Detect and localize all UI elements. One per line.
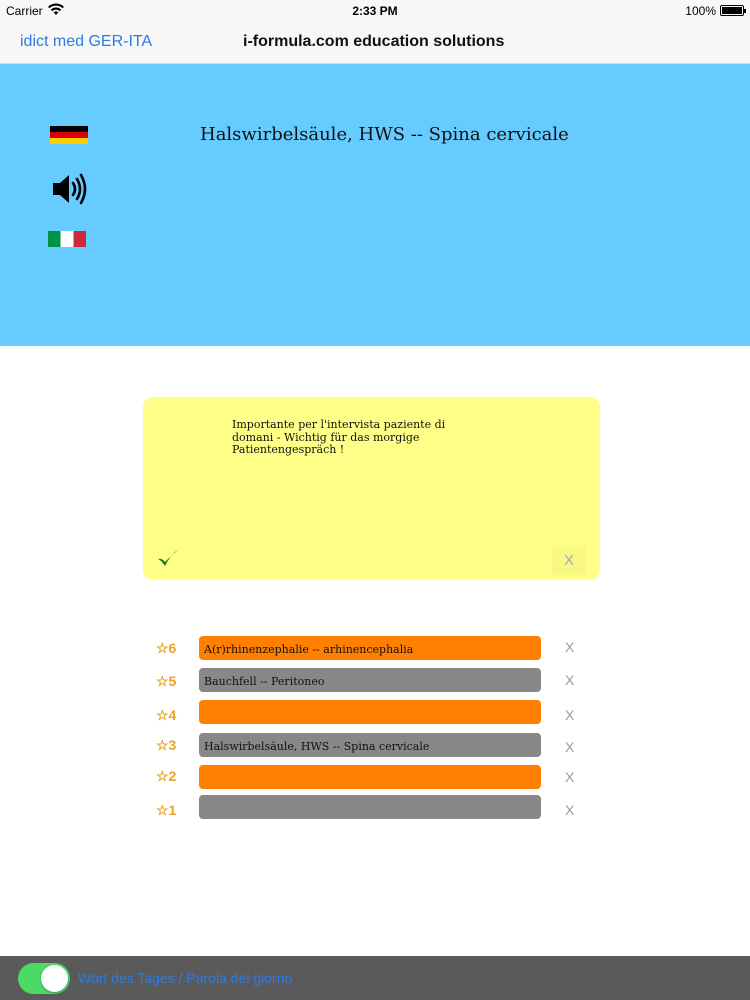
speaker-icon[interactable] bbox=[50, 172, 88, 206]
star-rating-6: ☆6 bbox=[156, 640, 177, 656]
checkmark-icon[interactable] bbox=[157, 547, 181, 569]
nav-title: i-formula.com education solutions bbox=[243, 33, 505, 50]
italian-flag-icon[interactable] bbox=[48, 231, 86, 247]
current-term: Halswirbelsäule, HWS -- Spina cervicale bbox=[200, 124, 569, 145]
ranking-row-3[interactable]: Halswirbelsäule, HWS -- Spina cervicale bbox=[199, 733, 541, 757]
german-flag-icon[interactable] bbox=[50, 126, 88, 144]
remove-row-2-button[interactable]: X bbox=[565, 769, 575, 785]
back-button[interactable]: idict med GER-ITA bbox=[20, 33, 153, 50]
note-text[interactable] bbox=[232, 419, 512, 457]
note-line: Patientengespräch ! bbox=[232, 443, 345, 456]
ranking-row-2[interactable] bbox=[199, 765, 541, 789]
note-close-button[interactable]: X bbox=[552, 547, 586, 575]
toggle-knob bbox=[41, 965, 68, 992]
battery-percentage: 100% bbox=[685, 4, 716, 18]
ranking-row-5[interactable]: Bauchfell -- Peritoneo bbox=[199, 668, 541, 692]
note-line: Importante per l'intervista paziente di bbox=[232, 418, 446, 431]
word-of-the-day-toggle[interactable] bbox=[18, 963, 70, 994]
star-rating-3: ☆3 bbox=[156, 737, 177, 753]
navigation-bar bbox=[0, 22, 750, 64]
star-rating-4: ☆4 bbox=[156, 707, 177, 723]
remove-row-4-button[interactable]: X bbox=[565, 707, 575, 723]
remove-row-1-button[interactable]: X bbox=[565, 802, 575, 818]
carrier-label: Carrier bbox=[6, 4, 43, 18]
note-line: domani - Wichtig für das morgige bbox=[232, 430, 420, 444]
battery-icon bbox=[720, 5, 744, 16]
remove-row-5-button[interactable]: X bbox=[565, 672, 575, 688]
status-bar bbox=[0, 0, 750, 22]
ranking-row-1[interactable] bbox=[199, 795, 541, 819]
ranking-row-4[interactable] bbox=[199, 700, 541, 724]
note-card[interactable] bbox=[143, 397, 600, 580]
remove-row-3-button[interactable]: X bbox=[565, 739, 575, 755]
bottom-toolbar bbox=[0, 956, 750, 1000]
star-rating-5: ☆5 bbox=[156, 673, 177, 689]
ranking-row-6[interactable]: A(r)rhinenzephalie -- arhinencephalia bbox=[199, 636, 541, 660]
star-rating-2: ☆2 bbox=[156, 768, 177, 784]
term-banner bbox=[0, 64, 750, 346]
word-of-the-day-label: Wort des Tages / Parola del giorno bbox=[78, 970, 293, 986]
clock: 2:33 PM bbox=[352, 4, 398, 18]
star-rating-1: ☆1 bbox=[156, 802, 177, 818]
remove-row-6-button[interactable]: X bbox=[565, 639, 575, 655]
